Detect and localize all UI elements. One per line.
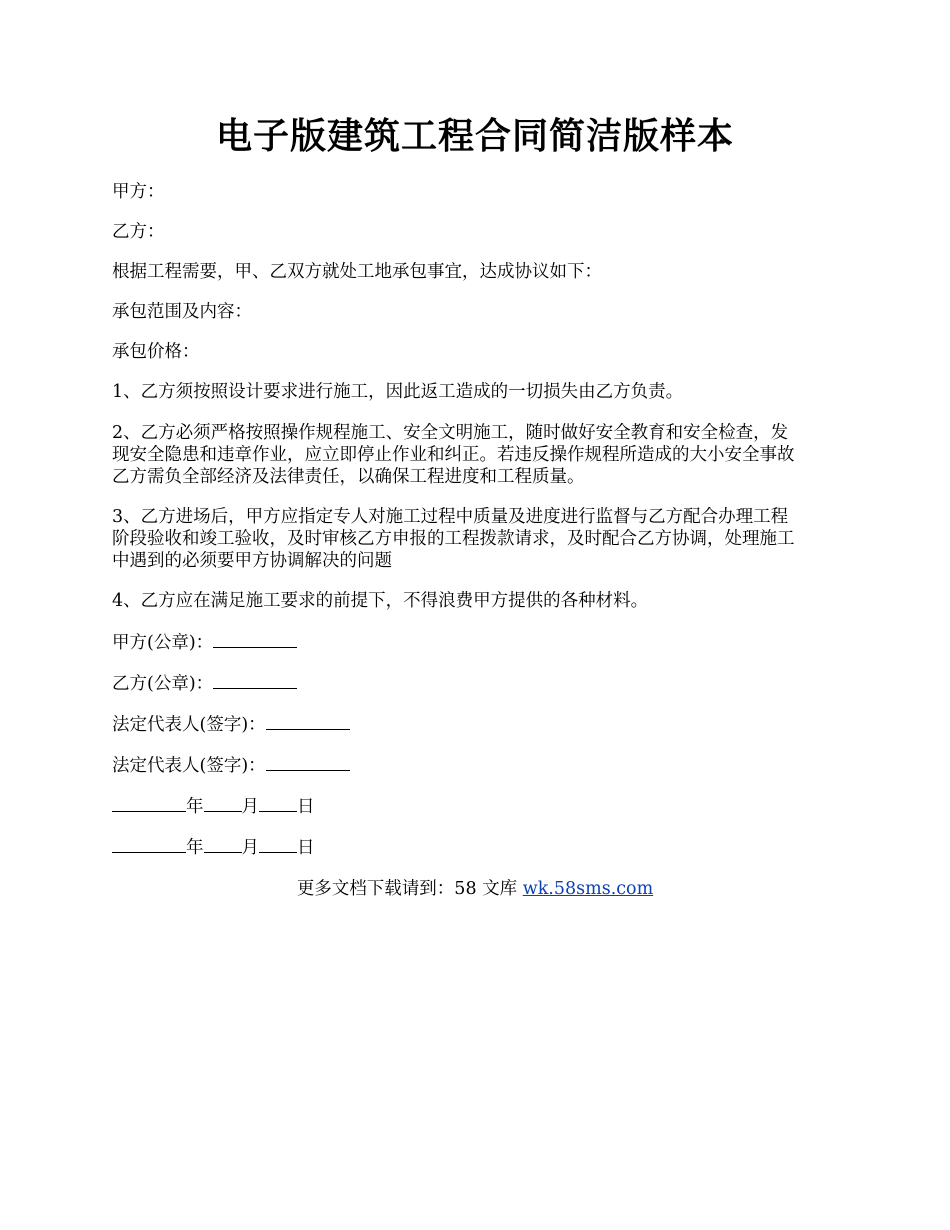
representative-b — [112, 754, 842, 777]
date-line-b — [112, 836, 842, 859]
clause-2-line: 乙方需负全部经济及法律责任，以确保工程进度和工程质量。 — [112, 467, 585, 487]
document-title: 电子版建筑工程合同简洁版样本 — [215, 116, 734, 157]
clause-2-line: 2、乙方必须严格按照操作规程施工、安全文明施工，随时做好安全教育和安全检查，发 — [112, 423, 789, 443]
clause-3-line: 中遇到的必须要甲方协调解决的问题 — [112, 551, 392, 571]
intro-paragraph: 根据工程需要，甲、乙双方就处工地承包事宜，达成协议如下： — [112, 262, 602, 282]
day-label: 日 — [297, 797, 315, 817]
representative-a-label: 法定代表人(签字)： — [112, 715, 266, 735]
signature-party-b-label: 乙方(公章)： — [112, 674, 214, 694]
footer-link[interactable]: wk.58sms.com — [522, 879, 654, 899]
clause-3-line: 阶段验收和竣工验收，及时审核乙方申报的工程拨款请求，及时配合乙方协调，处理施工 — [112, 529, 795, 549]
representative-a — [112, 713, 842, 736]
clause-1: 1、乙方须按照设计要求进行施工，因此返工造成的一切损失由乙方负责。 — [112, 382, 684, 402]
signature-blank[interactable] — [266, 754, 350, 771]
date-line-a — [112, 795, 842, 818]
party-a-line: 甲方： — [112, 182, 165, 202]
price-line: 承包价格： — [112, 342, 200, 362]
footer-text: 更多文档下载请到：58 文库 — [296, 879, 523, 899]
year-label: 年 — [186, 797, 204, 817]
year-label: 年 — [186, 838, 204, 858]
signature-party-a — [112, 631, 842, 654]
signature-blank[interactable] — [213, 631, 297, 648]
month-blank[interactable] — [204, 795, 242, 812]
signature-blank[interactable] — [213, 672, 297, 689]
signature-blank[interactable] — [266, 713, 350, 730]
download-footer — [0, 878, 950, 900]
day-label: 日 — [297, 838, 315, 858]
month-label: 月 — [241, 797, 259, 817]
day-blank[interactable] — [259, 795, 297, 812]
signature-party-b — [112, 672, 842, 695]
clause-4: 4、乙方应在满足施工要求的前提下，不得浪费甲方提供的各种材料。 — [112, 591, 649, 611]
scope-line: 承包范围及内容： — [112, 302, 252, 322]
clause-3-line: 3、乙方进场后，甲方应指定专人对施工过程中质量及进度进行监督与乙方配合办理工程 — [112, 507, 789, 527]
clause-2-line: 现安全隐患和违章作业，应立即停止作业和纠正。若违反操作规程所造成的大小安全事故 — [112, 445, 795, 465]
signature-party-a-label: 甲方(公章)： — [112, 633, 214, 653]
month-label: 月 — [241, 838, 259, 858]
clause-2 — [112, 422, 842, 488]
day-blank[interactable] — [259, 836, 297, 853]
representative-b-label: 法定代表人(签字)： — [112, 756, 266, 776]
month-blank[interactable] — [204, 836, 242, 853]
party-b-line: 乙方： — [112, 222, 165, 242]
year-blank[interactable] — [112, 795, 186, 812]
clause-3 — [112, 506, 842, 572]
year-blank[interactable] — [112, 836, 186, 853]
